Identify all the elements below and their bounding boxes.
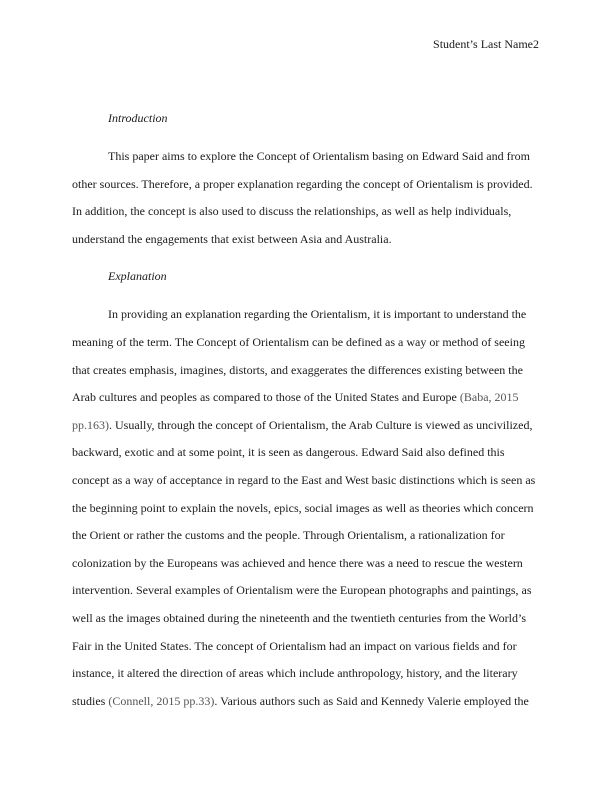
text-segment: . Various authors such as Said and Kennedy Valerie employed the <box>214 693 529 708</box>
text-segment: In providing an explanation regarding the Orientalism, it is important to understand the <box>108 307 527 322</box>
paragraph-line <box>72 556 523 570</box>
paragraph-line <box>108 307 526 321</box>
paragraph-line <box>72 390 519 404</box>
paragraph-line <box>72 473 535 487</box>
paragraph-line <box>72 666 518 680</box>
citation: (Connell, 2015 pp.33) <box>108 693 215 708</box>
text-segment: well as the images obtained during the nineteenth and the twentieth centuries from the World’s <box>72 611 527 625</box>
text-segment: backward, exotic and at some point, it is seen as dangerous. Edward Said also defined this <box>72 445 505 460</box>
text-segment: other sources. Therefore, a proper explanation regarding the concept of Orientalism is provided. <box>72 176 533 191</box>
paragraph-line <box>72 232 392 246</box>
text-segment: In addition, the concept is also used to discuss the relationships, as well as help individuals, <box>72 204 512 219</box>
text-segment: understand the engagements that exist between Asia and Australia. <box>72 231 392 246</box>
paragraph-line <box>72 528 505 542</box>
running-head: Student’s Last Name2 <box>433 37 539 51</box>
text-segment: intervention. Several examples of Orientalism were the European photographs and paintings, as <box>72 583 532 598</box>
text-segment: Arab cultures and peoples as compared to those of the United States and Europe <box>72 390 460 405</box>
text-segment: the beginning point to explain the novels, epics, social images as well as theories which concern <box>72 500 534 515</box>
paragraph-line <box>72 335 525 349</box>
text-segment: the Orient or rather the customs and the people. Through Orientalism, a rationalization for <box>72 528 505 543</box>
text-segment: meaning of the term. The Concept of Orientalism can be defined as a way or method of seeing <box>72 335 525 349</box>
text-segment: colonization by the Europeans was achieved and hence there was a need to rescue the western <box>72 555 523 570</box>
text-segment: Fair in the United States. The concept of Orientalism had an impact on various fields and for <box>72 638 517 653</box>
text-segment: This paper aims to explore the Concept of Orientalism basing on Edward Said and from <box>108 149 530 163</box>
paragraph-line <box>72 177 533 191</box>
paragraph-line <box>72 583 532 597</box>
paragraph-line <box>72 694 529 708</box>
paragraph-line <box>108 149 530 163</box>
paragraph-line <box>72 363 523 377</box>
paragraph-line <box>72 418 532 432</box>
paragraph-line <box>72 445 505 459</box>
text-segment: studies <box>72 693 109 708</box>
paragraph-line <box>72 639 517 653</box>
citation: pp.163) <box>72 417 109 432</box>
text-segment: concept as a way of acceptance in regard to the East and West basic distinctions which is seen as <box>72 473 536 487</box>
section-heading: Introduction <box>108 111 168 125</box>
paragraph-line <box>72 611 526 625</box>
text-segment: that creates emphasis, imagines, distorts, and exaggerates the differences existing between the <box>72 362 523 377</box>
paragraph-line <box>72 501 534 515</box>
citation: (Baba, 2015 <box>459 390 519 405</box>
text-segment: . Usually, through the concept of Orientalism, the Arab Culture is viewed as uncivilized, <box>109 417 533 432</box>
section-heading: Explanation <box>108 269 167 284</box>
text-segment: instance, it altered the direction of areas which include anthropology, history, and the literary <box>72 666 518 681</box>
paragraph-line <box>72 204 511 218</box>
